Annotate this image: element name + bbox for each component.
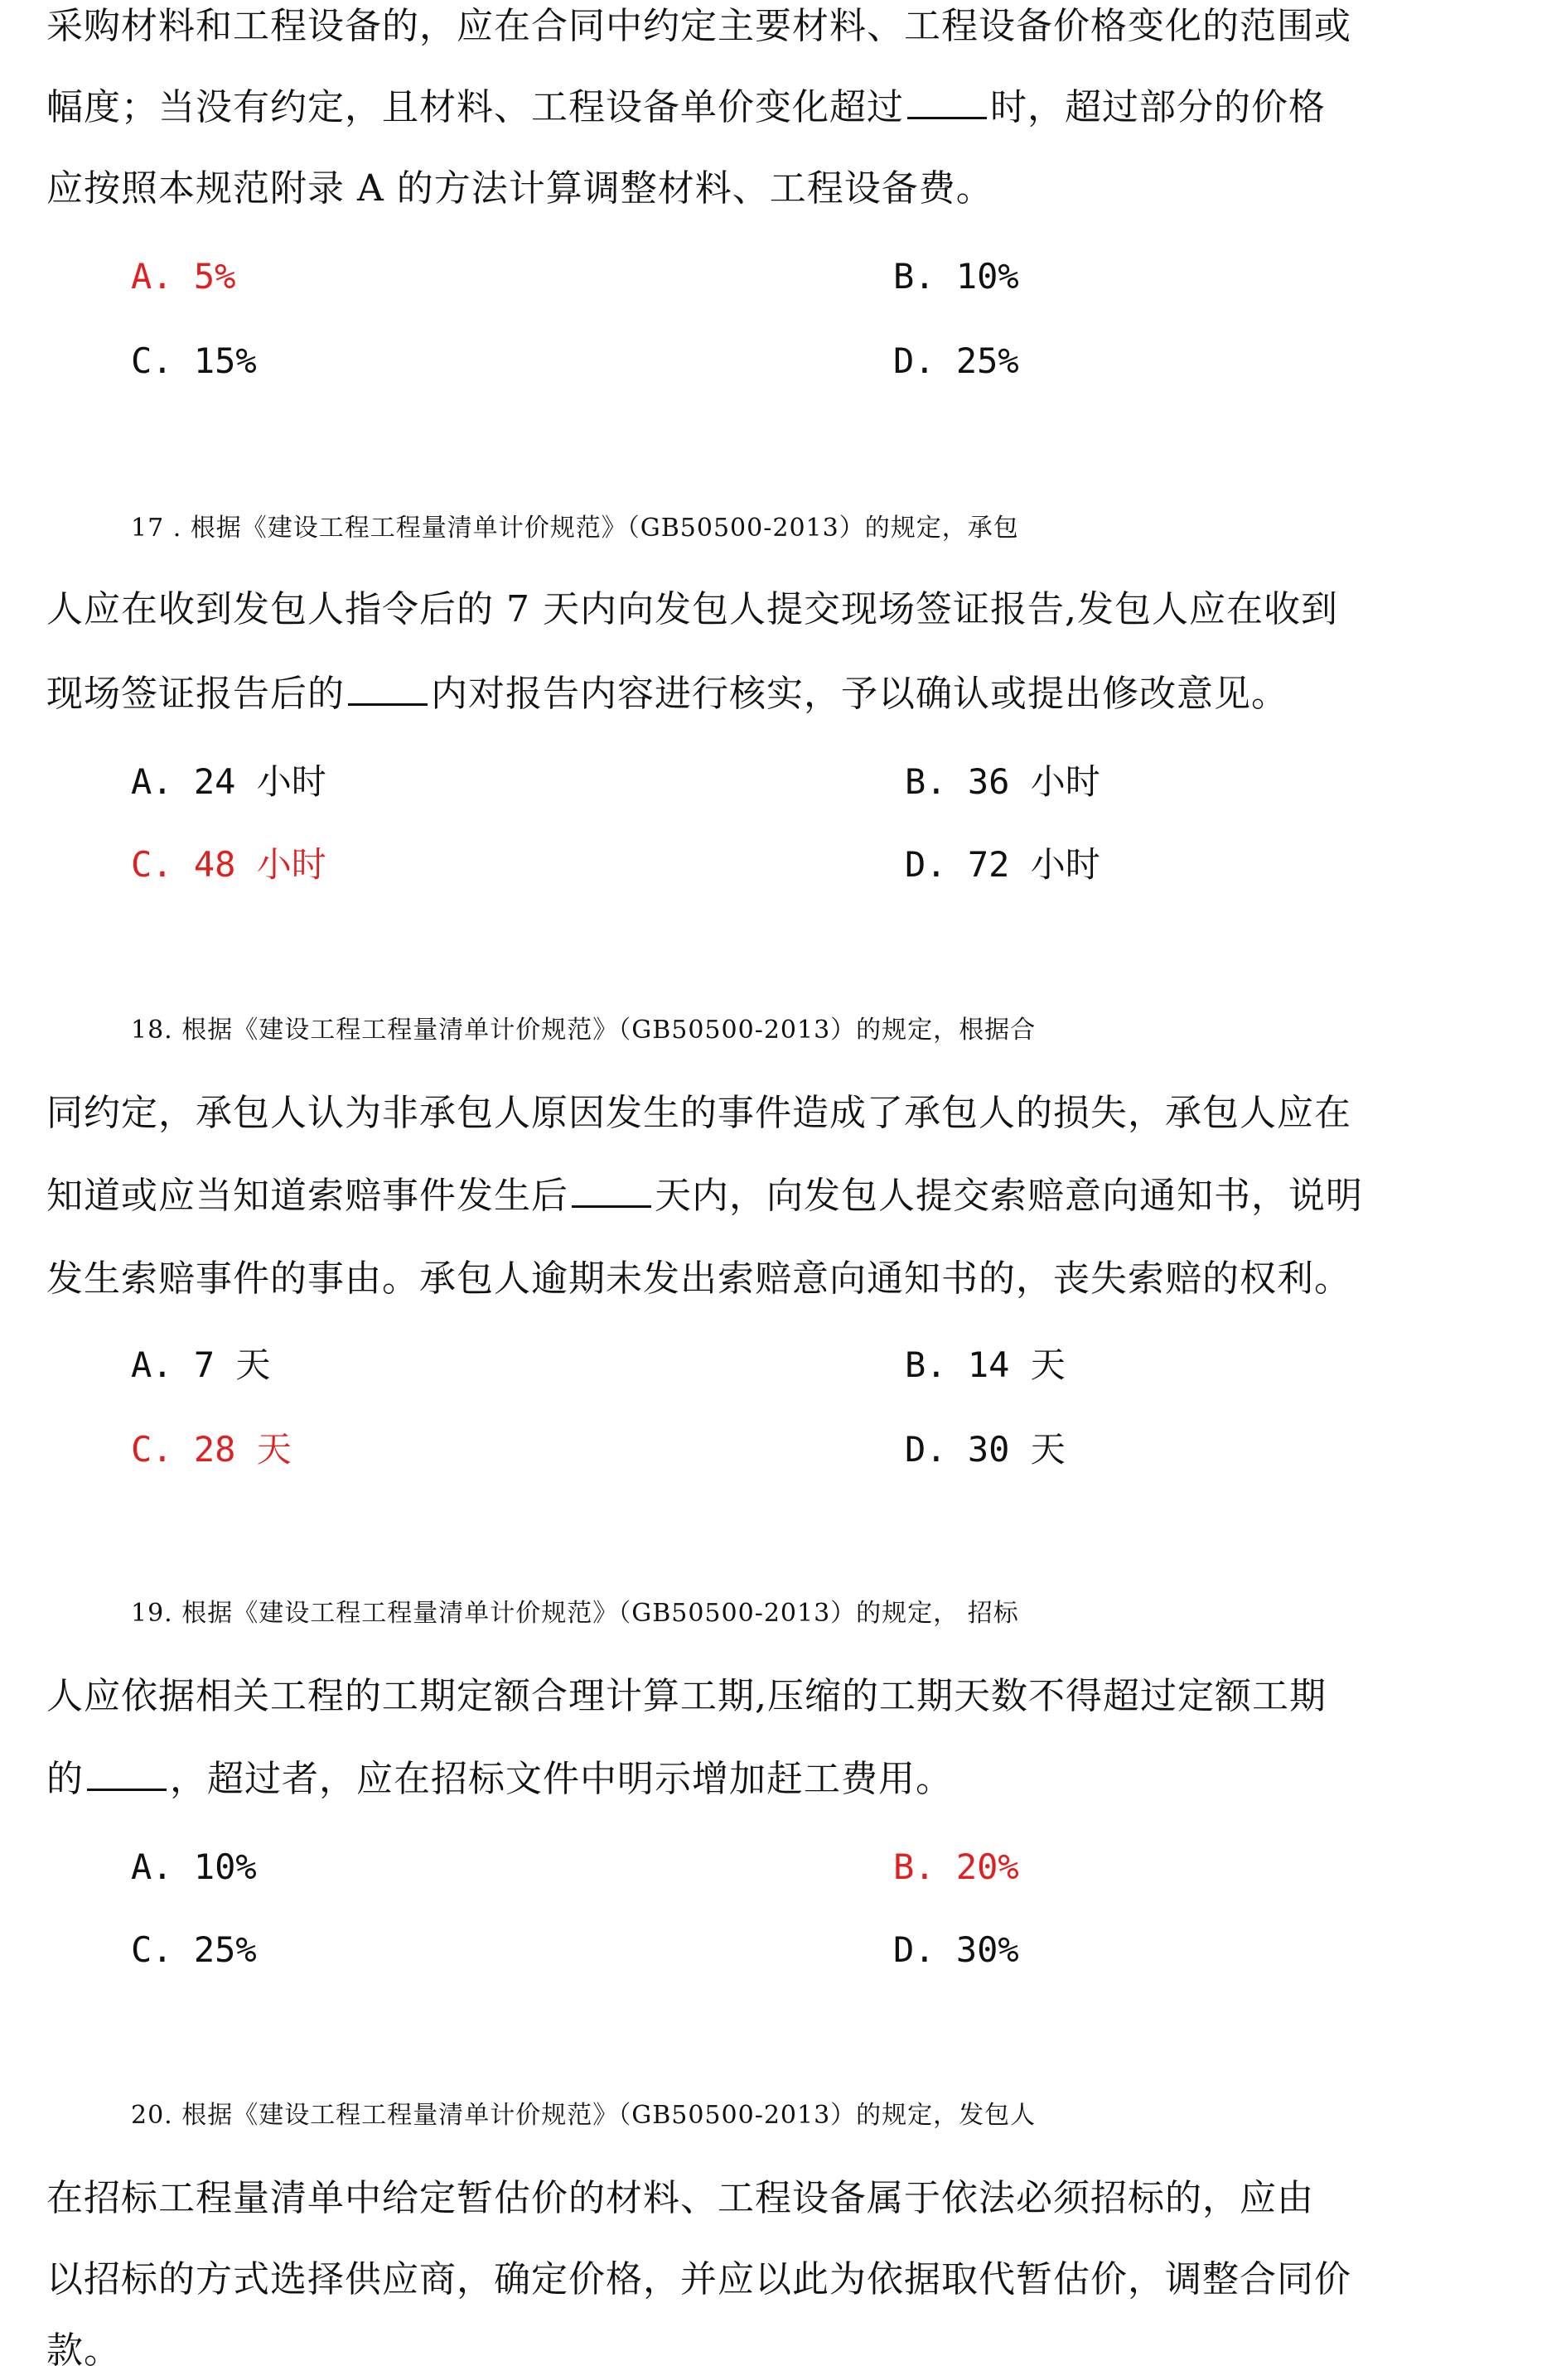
q18-option-d: D. 30 天 (905, 1429, 1066, 1470)
q16-option-c: C. 15% (131, 340, 257, 381)
q17-line-3-tail: 内对报告内容进行核实，予以确认或提出修改意见。 (431, 673, 1288, 715)
q17-line-3 (46, 669, 1520, 719)
q16-line-2-text: 幅度；当没有约定，且材料、工程设备单价变化超过 (46, 86, 904, 128)
q16-line-1: 采购材料和工程设备的，应在合同中约定主要材料、工程设备价格变化的范围或 (46, 5, 1351, 47)
q17-line-2: 人应在收到发包人指令后的 7 天内向发包人提交现场签证报告,发包人应在收到 (46, 588, 1338, 630)
q20-line-2: 在招标工程量清单中给定暂估价的材料、工程设备属于依法必须招标的，应由 (46, 2177, 1314, 2219)
q19-line-1: 19. 根据《建设工程工程量清单计价规范》（GB50500-2013）的规定， 招标 (131, 1599, 1019, 1628)
q16-option-d: D. 25% (893, 340, 1019, 381)
q20-line-1: 20. 根据《建设工程工程量清单计价规范》（GB50500-2013）的规定，发包人 (131, 2101, 1037, 2130)
q18-option-b: B. 14 天 (905, 1344, 1066, 1385)
fill-blank (907, 84, 987, 119)
q19-line-3-tail: ，超过者，应在招标文件中明示增加赶工费用。 (170, 1758, 953, 1800)
q17-option-b: B. 36 小时 (905, 761, 1100, 802)
q18-line-3 (46, 1171, 1520, 1221)
q19-line-3 (46, 1755, 1520, 1804)
q19-line-2: 人应依据相关工程的工期定额合理计算工期,压缩的工期天数不得超过定额工期 (46, 1675, 1327, 1717)
q18-option-a: A. 7 天 (131, 1344, 271, 1385)
q20-line-4: 款。 (46, 2329, 121, 2372)
q17-line-1: 17 . 根据《建设工程工程量清单计价规范》（GB50500-2013）的规定，承包 (131, 514, 1019, 543)
q19-option-a: A. 10% (131, 1847, 257, 1887)
q16-option-a: A. 5% (131, 256, 236, 297)
fill-blank (87, 1755, 167, 1791)
q18-option-c: C. 28 天 (131, 1429, 292, 1470)
q18-line-3-text: 知道或应当知道索赔事件发生后 (46, 1175, 568, 1217)
q16-line-2-tail: 时，超过部分的价格 (990, 86, 1326, 128)
q16-line-3: 应按照本规范附录 A 的方法计算调整材料、工程设备费。 (46, 167, 993, 210)
q18-line-1: 18. 根据《建设工程工程量清单计价规范》（GB50500-2013）的规定，根据合 (131, 1016, 1037, 1045)
q19-option-c: C. 25% (131, 1929, 257, 1970)
q19-line-3-text: 的 (46, 1758, 84, 1800)
q17-option-a: A. 24 小时 (131, 761, 326, 802)
q16-line-2 (46, 83, 1520, 133)
q19-option-d: D. 30% (893, 1929, 1019, 1970)
fill-blank (348, 670, 428, 706)
q20-line-3: 以招标的方式选择供应商，确定价格，并应以此为依据取代暂估价，调整合同价 (46, 2258, 1351, 2300)
q17-line-3-text: 现场签证报告后的 (46, 673, 345, 715)
q16-option-b: B. 10% (893, 256, 1019, 297)
q18-line-4: 发生索赔事件的事由。承包人逾期未发出索赔意向通知书的，丧失索赔的权利。 (46, 1258, 1351, 1300)
q17-option-c: C. 48 小时 (131, 844, 326, 885)
q18-line-2: 同约定，承包人认为非承包人原因发生的事件造成了承包人的损失，承包人应在 (46, 1092, 1351, 1134)
q19-option-b: B. 20% (893, 1847, 1019, 1887)
q18-line-3-tail: 天内，向发包人提交索赔意向通知书，说明 (655, 1175, 1363, 1217)
fill-blank (572, 1172, 651, 1208)
q17-option-d: D. 72 小时 (905, 844, 1100, 885)
